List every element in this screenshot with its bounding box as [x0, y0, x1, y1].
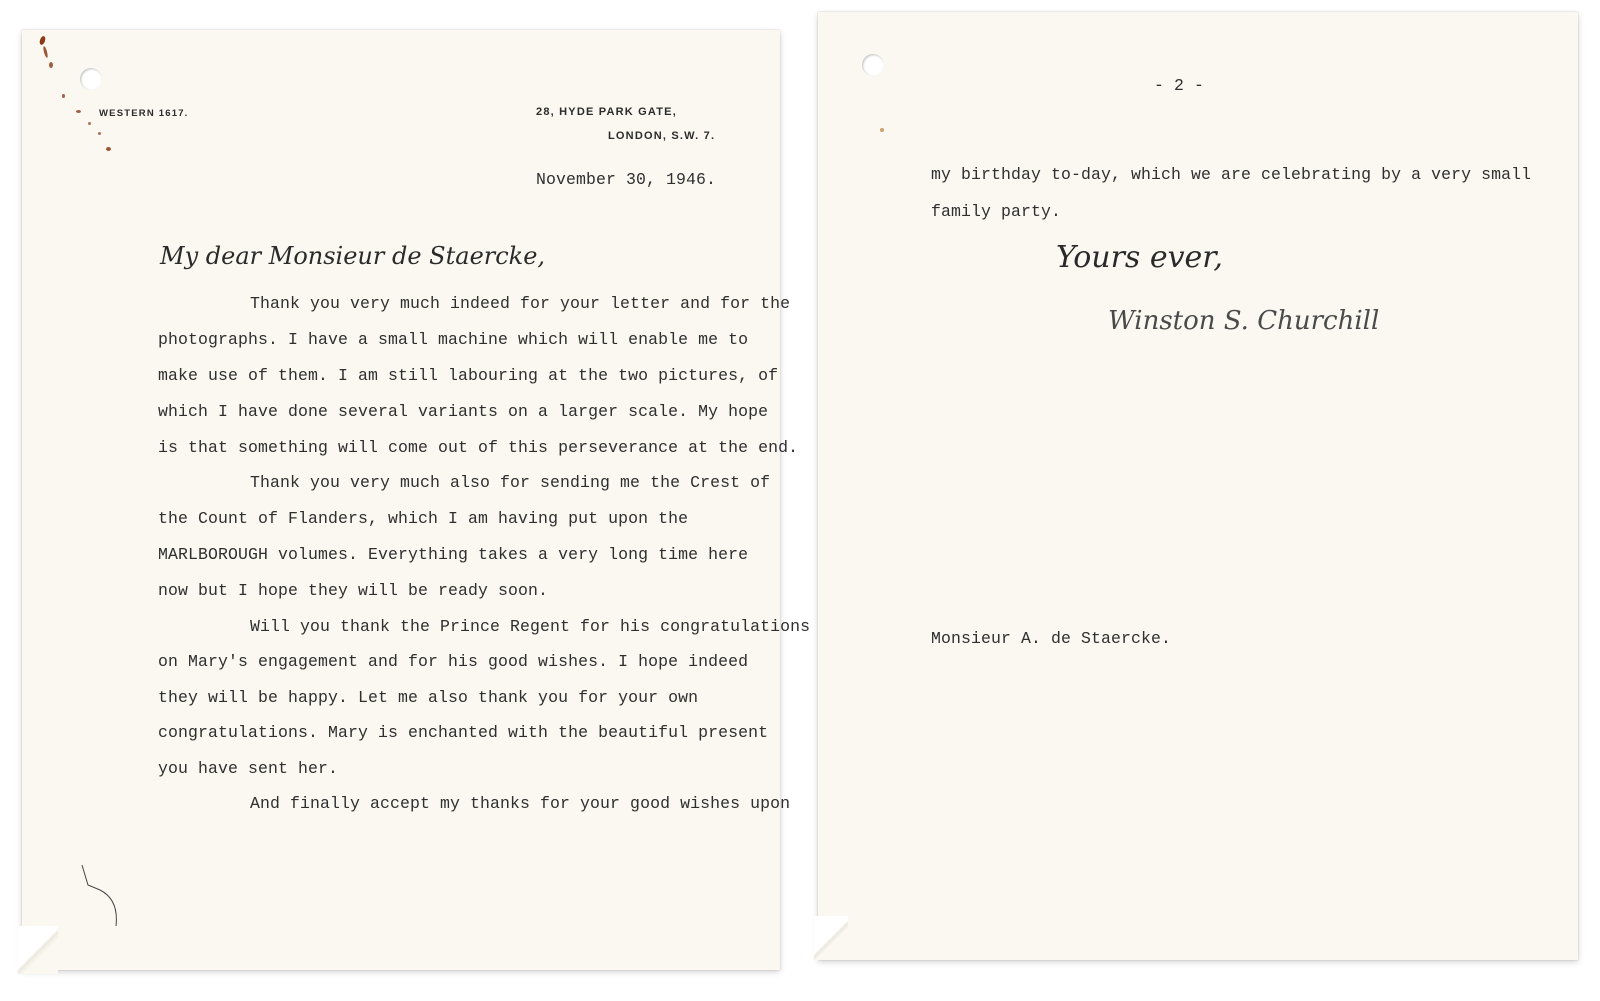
body-line: And finally accept my thanks for your good wishes upon — [250, 794, 791, 813]
body-line: congratulations. Mary is enchanted with the beautiful present — [158, 723, 769, 742]
body-line: MARLBOROUGH volumes. Everything takes a very long time here — [158, 545, 749, 564]
body-line: you have sent her. — [158, 759, 339, 778]
body-line: is that something will come out of this perseverance at the end. — [158, 438, 799, 457]
folded-corner — [18, 926, 58, 974]
folded-corner — [814, 916, 848, 960]
body-line: Thank you very much indeed for your letter and for the — [250, 294, 791, 313]
body-line: on Mary's engagement and for his good wishes. I hope indeed — [158, 652, 749, 671]
body-line: photographs. I have a small machine which will enable me to — [158, 330, 749, 349]
body-line: Thank you very much also for sending me the Crest of — [250, 473, 771, 492]
letterhead-address-line1: 28, HYDE PARK GATE, — [536, 106, 677, 118]
letter-page-1 — [22, 30, 811, 970]
body-line: which I have done several variants on a larger scale. My hope — [158, 402, 769, 421]
closing-handwritten: Yours ever, — [1056, 240, 1223, 275]
spot-mark — [880, 128, 884, 132]
body-line: make use of them. I am still labouring at the two pictures, of — [158, 366, 779, 385]
crease-mark — [72, 860, 132, 930]
signature-handwritten: Winston S. Churchill — [1108, 306, 1380, 336]
letter-page-2 — [818, 12, 1578, 960]
body-line: the Count of Flanders, which I am having put upon the — [158, 509, 689, 528]
body-line: they will be happy. Let me also thank you for your own — [158, 688, 699, 707]
punch-hole — [80, 68, 102, 90]
punch-hole — [862, 54, 884, 76]
letter-date: November 30, 1946. — [536, 170, 717, 189]
body-line: now but I hope they will be ready soon. — [158, 581, 549, 600]
letterhead-phone: WESTERN 1617. — [99, 108, 189, 119]
recipient-line: Monsieur A. de Staercke. — [931, 629, 1172, 648]
salutation-handwritten: My dear Monsieur de Staercke, — [160, 242, 546, 270]
letterhead-address-line2: LONDON, S.W. 7. — [608, 130, 716, 142]
body-line: my birthday to-day, which we are celebrating by a very small — [931, 165, 1532, 184]
body-line: Will you thank the Prince Regent for his congratulations — [250, 617, 811, 636]
body-line: family party. — [931, 202, 1062, 221]
page-number: - 2 - — [1154, 76, 1205, 95]
